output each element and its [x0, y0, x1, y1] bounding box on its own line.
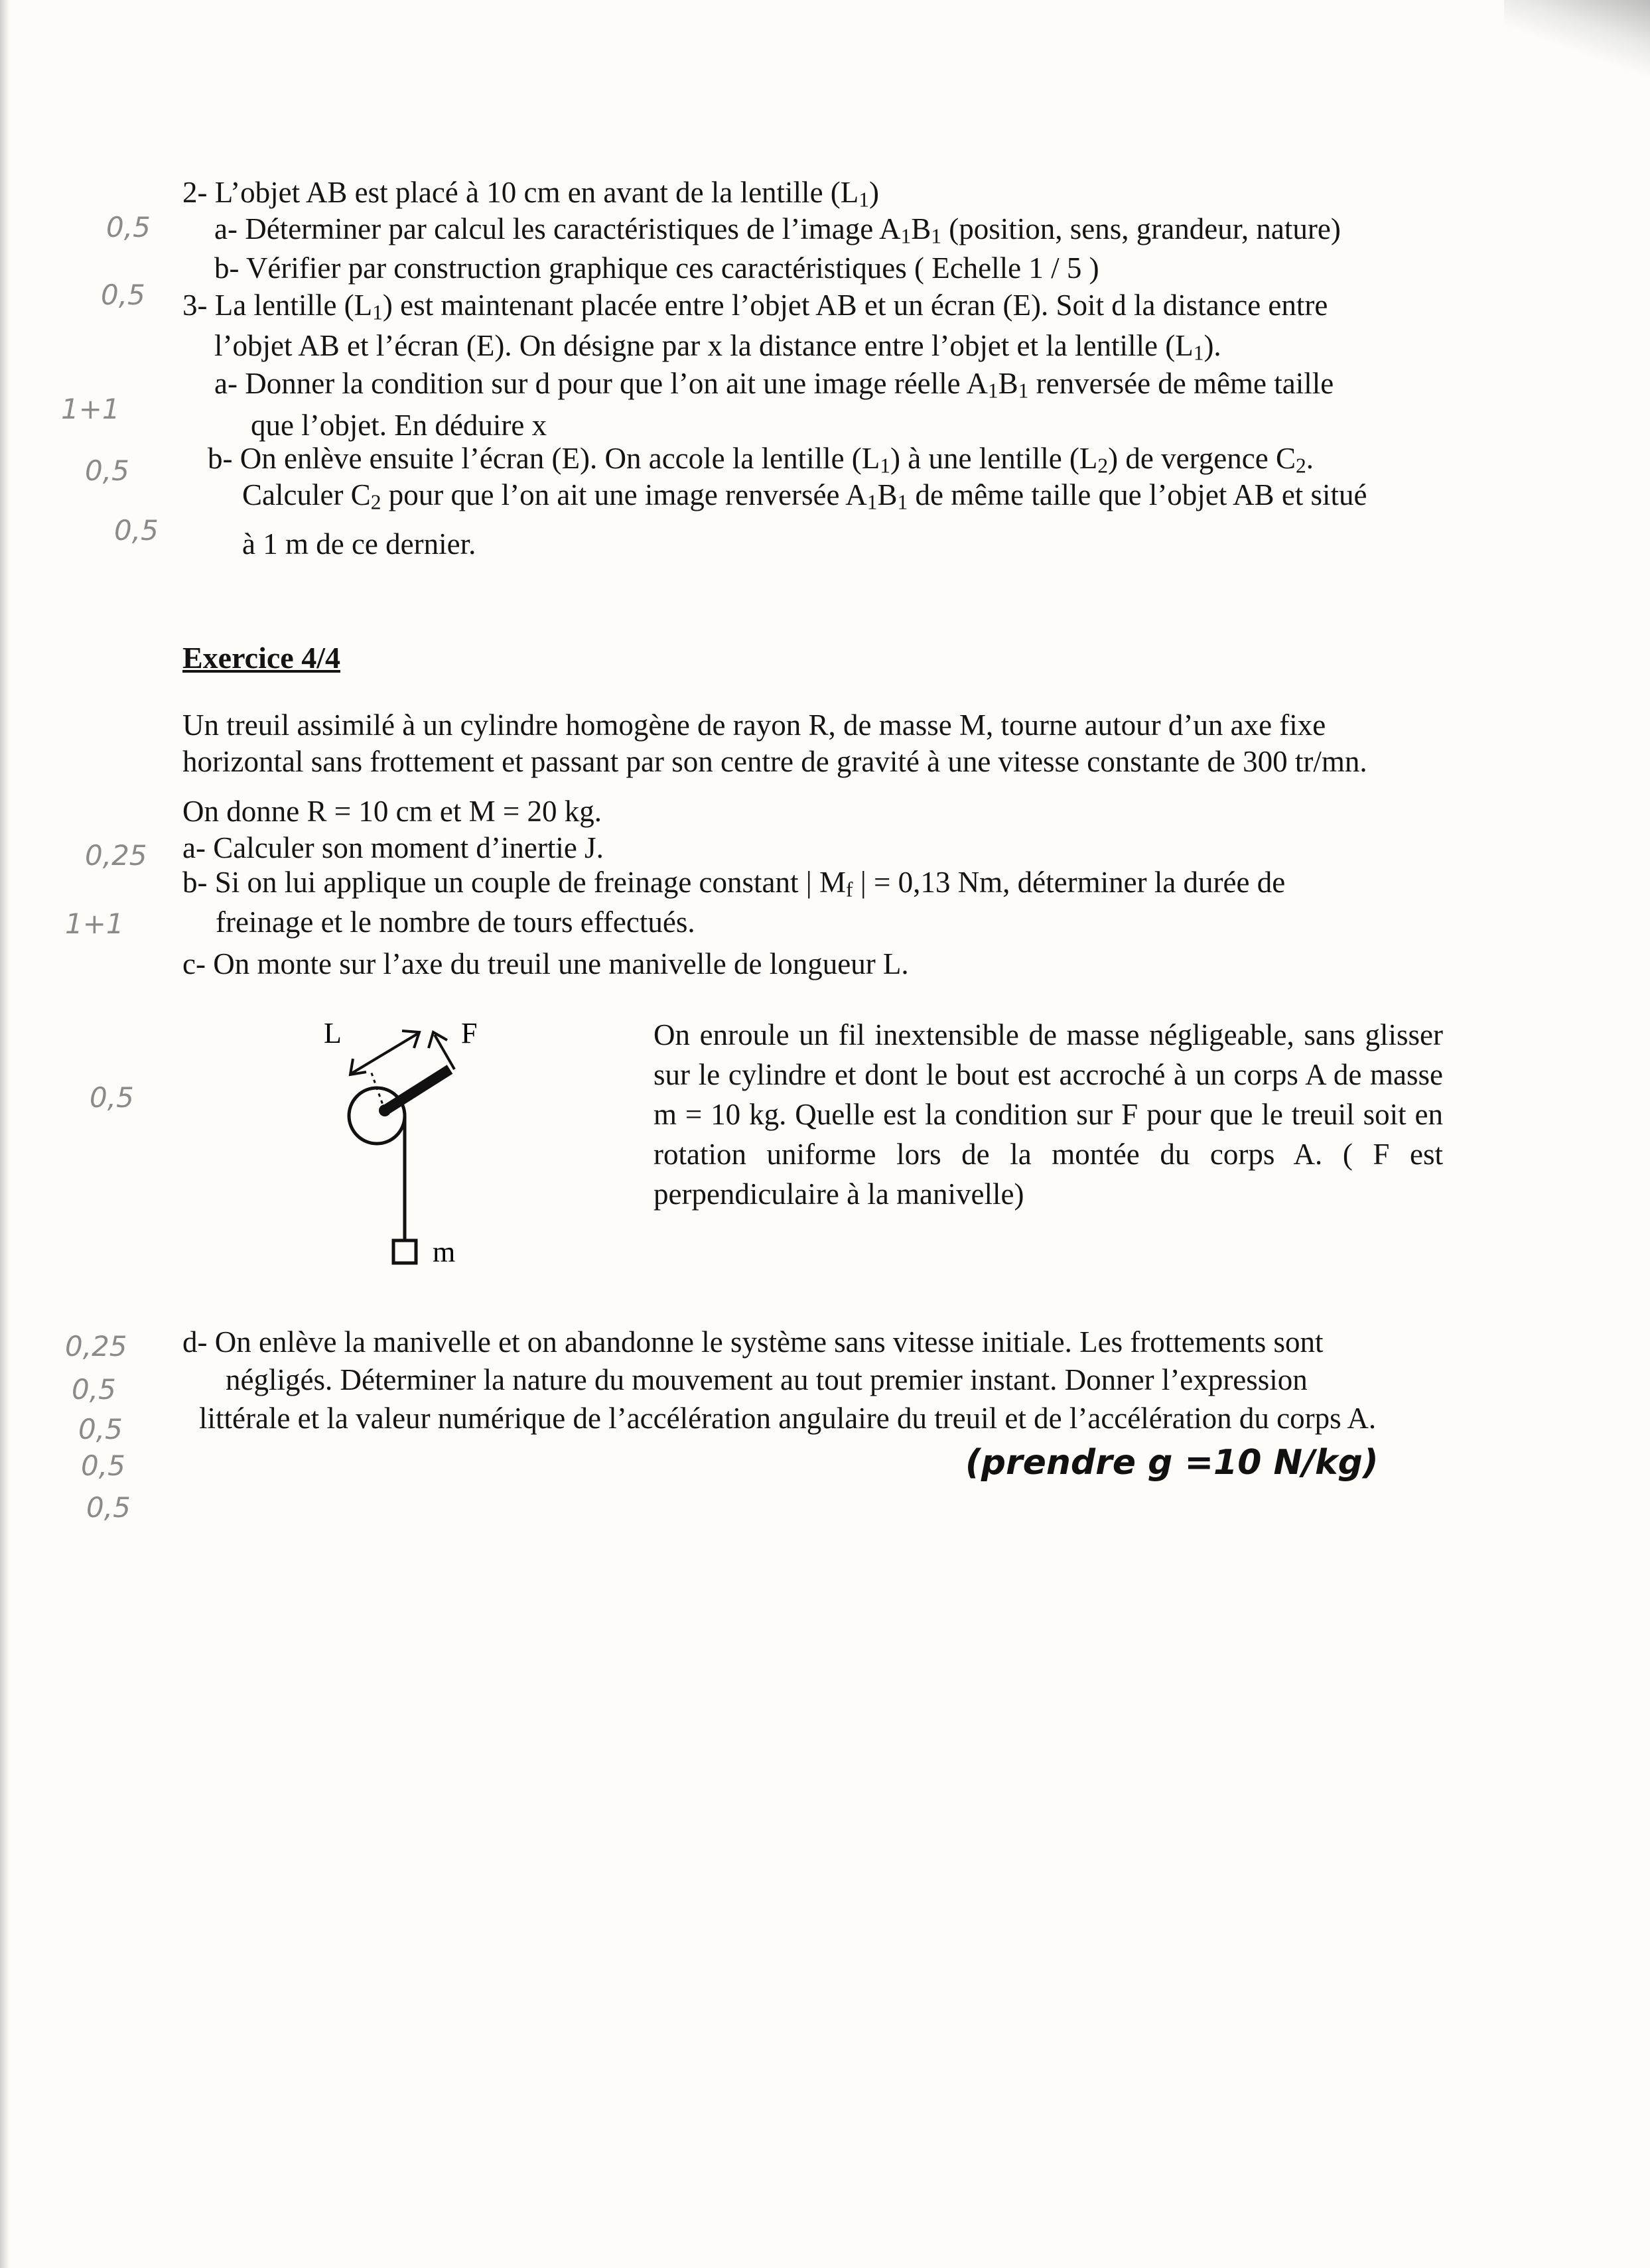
exercise-question-c-paragraph: On enroule un fil inextensible de masse négligeable, sans glisser sur le cylindre et dont le bout est accroché à un corps A de masse m = 10 kg. Quelle est la condition sur F pour que le treuil soit en rotation uniforme lors de la montée du corps A. ( F est perpendiculaire à la manivelle) [653, 1018, 1443, 1211]
crank-handle [385, 1069, 450, 1110]
margin-mark: 0,5 [85, 454, 129, 487]
exercise-question-a: a- Calculer son moment d’inertie J. [182, 831, 604, 864]
margin-mark: 0,5 [78, 1413, 123, 1445]
question-2b: b- Vérifier par construction graphique ces caractéristiques ( Echelle 1 / 5 ) [214, 251, 1099, 285]
handwritten-gravity-note: (prendre g =10 N/kg) [965, 1443, 1379, 1483]
exercise-heading: Exercice 4/4 [182, 641, 340, 675]
margin-mark: 0,25 [65, 1330, 127, 1363]
exercise-question-b: b- Si on lui applique un couple de freinage constant | $M_f$ | = 0,13 Nm, déterminer la durée de [182, 866, 1286, 901]
exercise-question-c: c- On monte sur l’axe du treuil une manivelle de longueur L. [182, 947, 909, 980]
margin-mark: 0,25 [85, 839, 147, 872]
margin-mark: 0,5 [106, 211, 151, 243]
label-L: L [324, 1017, 342, 1049]
mass-block [393, 1240, 416, 1263]
margin-mark: 1+1 [65, 907, 124, 940]
question-2: 2- L’objet AB est placé à 10 cm en avant de la lentille $(L_1)$ [182, 176, 880, 212]
question-3a-continuation: que l’objet. En déduire x [251, 409, 547, 442]
question-3: 3- La lentille $(L_1)$ est maintenant placée entre l’objet AB et un écran (E). Soit d la distance entre [182, 289, 1328, 324]
exercise-question-d-continuation-1: négligés. Déterminer la nature du mouvement au tout premier instant. Donner l’expression [226, 1363, 1308, 1396]
margin-mark: 0,5 [114, 514, 159, 547]
margin-mark: 1+1 [61, 393, 120, 425]
exercise-question-d: d- On enlève la manivelle et on abandonne le système sans vitesse initiale. Les frottements sont [182, 1325, 1324, 1359]
exercise-question-d-continuation-2: littérale et la valeur numérique de l’accélération angulaire du treuil et de l’accélération du corps A. [199, 1402, 1377, 1435]
winch-cylinder [349, 1088, 405, 1144]
page-edge-shadow [0, 0, 9, 2268]
label-F: F [461, 1017, 478, 1049]
exercise-given: On donne R = 10 cm et M = 20 kg. [182, 795, 602, 828]
exercise-question-b-continuation: freinage et le nombre de tours effectués. [216, 905, 695, 939]
question-3a: a- Donner la condition sur d pour que l’on ait une image réelle $A_1B_1$ renversée de même taille [214, 367, 1334, 403]
label-m: m [433, 1236, 456, 1268]
question-2a: a- Déterminer par calcul les caractéristiques de l’image $A_1B_1$ (position, sens, grandeur, nature) [214, 212, 1341, 248]
margin-mark: 0,5 [101, 279, 145, 311]
question-3b: b- On enlève ensuite l’écran (E). On accole la lentille $(L_1)$ à une lentille $(L_2)$ de vergence $C_2$. [208, 442, 1314, 478]
exercise-intro-line-1: Un treuil assimilé à un cylindre homogène de rayon R, de masse M, tourne autour d’un axe fixe [182, 708, 1326, 742]
margin-mark: 0,5 [86, 1491, 131, 1524]
margin-mark: 0,5 [81, 1449, 125, 1482]
question-3-continuation: l’objet AB et l’écran (E). On désigne par x la distance entre l’objet et la lentille $(L_1)$. [214, 329, 1221, 365]
question-3b-continuation-2: à 1 m de ce dernier. [242, 527, 476, 561]
page-corner-fold [1504, 0, 1650, 80]
margin-mark: 0,5 [72, 1373, 116, 1406]
question-3b-continuation: Calculer $C_2$ pour que l’on ait une image renversée $A_1B_1$ de même taille que l’objet AB et situé [242, 478, 1367, 514]
exercise-intro-line-2: horizontal sans frottement et passant par son centre de gravité à une vitesse constante de 300 tr/mn. [182, 745, 1367, 778]
length-arrow [352, 1034, 418, 1073]
winch-diagram [292, 1015, 571, 1300]
margin-mark: 0,5 [90, 1081, 134, 1114]
